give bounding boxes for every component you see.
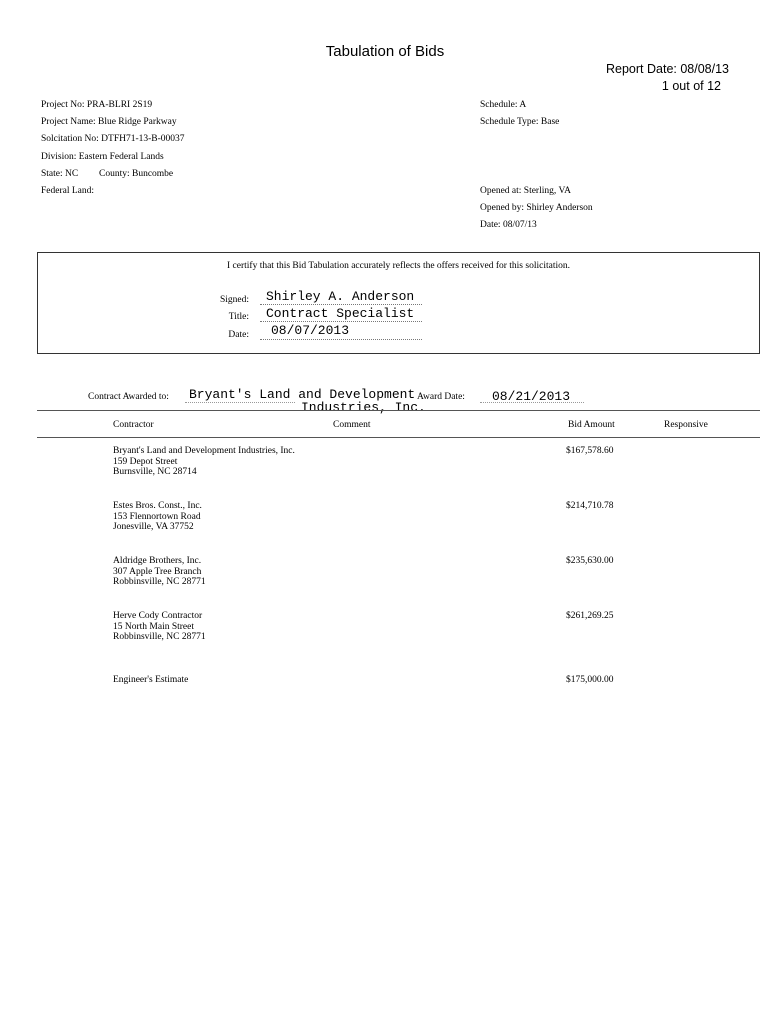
opened-date: Date: 08/07/13 xyxy=(480,220,537,230)
report-date: Report Date: 08/08/13 xyxy=(606,62,729,76)
contractor-street: 307 Apple Tree Branch xyxy=(113,566,202,577)
table-row xyxy=(113,556,206,588)
date-value: 08/07/2013 xyxy=(271,323,350,338)
contractor-street: 153 Flennortown Road xyxy=(113,511,201,522)
title-line xyxy=(260,321,422,322)
contractor-city: Robbinsville, NC 28771 xyxy=(113,632,206,642)
signed-value: Shirley A. Anderson xyxy=(266,289,415,304)
bid-amount: $167,578.60 xyxy=(566,446,614,456)
contractor-street: 159 Depot Street xyxy=(113,456,178,467)
bid-amount: $235,630.00 xyxy=(566,556,614,566)
project-name: Project Name: Blue Ridge Parkway xyxy=(41,117,177,127)
state: State: NC xyxy=(41,169,79,179)
solicitation-no: Solcitation No: DTFH71-13-B-00037 xyxy=(41,134,185,144)
header-responsive: Responsive xyxy=(664,420,708,430)
schedule-type: Schedule Type: Base xyxy=(480,117,560,127)
contractor-name: Herve Cody Contractor xyxy=(113,611,203,621)
award-date-label: Award Date: xyxy=(417,392,465,402)
engineers-estimate-label: Engineer's Estimate xyxy=(113,675,189,685)
opened-at: Opened at: Sterling, VA xyxy=(480,186,571,196)
award-date-value: 08/21/2013 xyxy=(492,389,571,404)
signed-label: Signed: xyxy=(219,295,249,305)
contractor-city: Burnsville, NC 28714 xyxy=(113,467,197,477)
project-no: Project No: PRA-BLRI 2S19 xyxy=(41,100,153,110)
awarded-contractor-line1: Bryant's Land and Development xyxy=(189,387,416,402)
header-contractor: Contractor xyxy=(113,420,154,430)
contractor-name: Estes Bros. Const., Inc. xyxy=(113,501,202,511)
contractor-city: Robbinsville, NC 28771 xyxy=(113,577,206,587)
certification-statement: I certify that this Bid Tabulation accurately reflects the offers received for this solicitation. xyxy=(227,261,570,271)
contract-awarded-label: Contract Awarded to: xyxy=(88,392,169,402)
division: Division: Eastern Federal Lands xyxy=(41,152,164,162)
award-date-line xyxy=(480,402,584,403)
engineers-estimate-amount: $175,000.00 xyxy=(566,675,614,685)
table-header-rule xyxy=(37,437,760,438)
header-bid-amount: Bid Amount xyxy=(568,420,615,430)
contractor-name: Aldridge Brothers, Inc. xyxy=(113,556,202,566)
table-top-rule xyxy=(37,410,760,411)
title-label: Title: xyxy=(228,312,249,322)
schedule: Schedule: A xyxy=(480,100,527,110)
page-count: 1 out of 12 xyxy=(661,79,721,93)
bid-amount: $261,269.25 xyxy=(566,611,614,621)
award-line xyxy=(185,402,295,403)
date-label: Date: xyxy=(228,330,249,340)
contractor-street: 15 North Main Street xyxy=(113,621,195,632)
contractor-city: Jonesville, VA 37752 xyxy=(113,522,194,532)
page-title: Tabulation of Bids xyxy=(325,43,445,60)
signed-line xyxy=(260,304,422,305)
certification-box xyxy=(37,252,760,354)
bid-amount: $214,710.78 xyxy=(566,501,614,511)
title-value: Contract Specialist xyxy=(266,306,415,321)
opened-by: Opened by: Shirley Anderson xyxy=(480,203,593,213)
awarded-contractor-line2: Industries, Inc. xyxy=(301,400,426,415)
header-comment: Comment xyxy=(333,420,371,430)
table-row xyxy=(113,611,206,643)
contractor-name: Bryant's Land and Development Industries, Inc. xyxy=(113,446,295,456)
table-row xyxy=(113,446,295,478)
federal-land: Federal Land: xyxy=(41,186,95,196)
date-line xyxy=(260,339,422,340)
county: County: Buncombe xyxy=(99,169,174,179)
table-row xyxy=(113,501,202,533)
